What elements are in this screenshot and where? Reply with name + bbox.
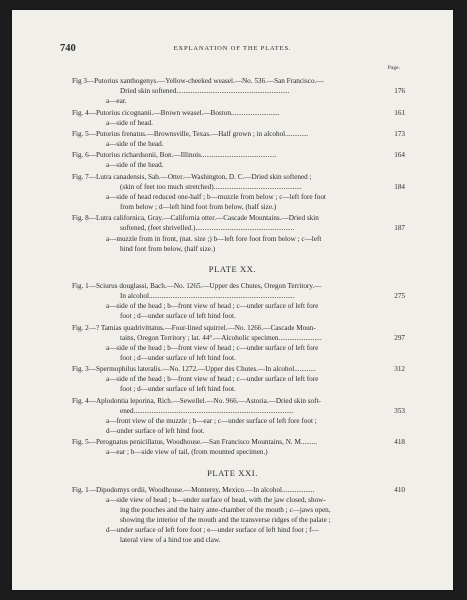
figure-entry-line: a—side of head. (106, 118, 153, 127)
figure-entry-line: foot ; d—under surface of left hind foot. (120, 312, 236, 321)
figure-entry-line: a—front view of the muzzle ; b—ear ; c—under surface of left fore foot ; (106, 416, 317, 425)
page-reference: 161 (394, 108, 405, 117)
figure-entry-line: a—side of head reduced one-half ; b—muzzle from below ; c—left fore foot (106, 192, 326, 201)
plate-heading: PLATE XXI. (207, 467, 258, 478)
figure-entry: Fig. 8—Lutra californica, Gray.—California otter.—Cascade Mountains.—Dried skin (72, 214, 319, 223)
figure-entry-line: a—side of the head. (106, 161, 164, 170)
figure-entry-line: d—under surface of left fore foot ; e—under surface of left hind foot ; f— (106, 526, 319, 534)
figure-entry-line: a—side of the head ; b—front view of head ; c—under surface of left fore (106, 375, 319, 384)
figure-entry: Fig. 4—Putorius cicognanii.—Brown weasel.—Boston........................... (72, 108, 280, 117)
figure-entry-line: (skin of feet too much stretched)................................................. (120, 182, 302, 191)
figure-entry: Fig. 5—Perognatus penicillatus, Woodhouse.—San Francisco Mountains, N. M......... (72, 438, 318, 447)
figure-entry: Fig 3—Putorius xanthogenys.—Yellow-cheeked weasel.—No. 536.—San Francisco.— (72, 77, 324, 85)
figure-entry-line: a—side of the head ; b—front view of head ; c—under surface of left fore (106, 343, 319, 352)
figure-entry-line: showing the interior of the mouth and the transverse ridges of the palate ; (120, 515, 331, 524)
figure-entry: Fig. 4—Aplodontia leporina, Rich.—Sewellel.—No. 966.—Astoria.—Dried skin soft- (72, 396, 321, 405)
figure-entry: Fig. 3—Spermophilus lateralis.—No. 1272.—Upper des Chutes.—In alcohol............ (72, 365, 316, 374)
figure-entry-line: Dried skin softened............................................................... (120, 87, 290, 96)
page-reference: 187 (394, 224, 405, 233)
figure-entry-line: d—under surface of left hind foot. (106, 426, 205, 435)
page-reference: 176 (394, 87, 405, 96)
page-reference: 410 (394, 485, 405, 494)
page-reference: 275 (394, 292, 405, 300)
figure-entry-line: a—side view of head ; b—under surface of head, with the jaw closed, show- (106, 495, 326, 504)
page-number: 740 (60, 43, 76, 54)
figure-entry: Fig. 5—Putorius frenatus.—Brownsville, Texas.—Half grown ; in alcohol............. (72, 129, 309, 138)
figure-entry: Fig. 2—? Tamias quadrivittatus.—Four-lined squirrel.—No. 1266.—Cascade Moun- (72, 323, 316, 332)
page-reference: 312 (394, 365, 405, 374)
page-column-label: Page. (387, 65, 400, 71)
figure-entry-line: a—muzzle from in front, (nat. size ;) b—left fore foot from below ; c—left (106, 234, 322, 243)
page-reference: 164 (394, 151, 405, 160)
figure-entry-line: a—ear ; b—side view of tail, (from mounted specimen.) (106, 448, 268, 457)
figure-entry-line: ing the pouches and the hairy ante-chamber of the mouth ; c—jaws open, (120, 505, 331, 514)
figure-entry-line: a—ear. (106, 97, 127, 106)
page-reference: 173 (394, 129, 405, 138)
figure-entry-line: a—side of the head ; b—front view of head ; c—under surface of left fore (106, 302, 319, 311)
figure-entry: Fig. 7—Lutra canadensis, Sab.—Otter.—Washington, D. C.—Dried skin softened ; (72, 172, 312, 181)
figure-entry: Fig. 1—Dipodomys ordii, Woodhouse.—Monterey, Mexico.—In alcohol.................. (72, 485, 315, 494)
page-reference: 353 (394, 406, 405, 415)
figure-entry-line: tains, Oregon Territory ; lat. 44°.—Alcoholic specimen........................ (120, 333, 322, 342)
figure-entry-line: foot ; d—under surface of left hind foot. (120, 385, 236, 394)
figure-entry-line: hind foot from below, (half size.) (120, 244, 216, 253)
page-reference: 184 (394, 182, 405, 191)
figure-entry-line: a—side of the head. (106, 140, 164, 148)
figure-entry-line: softened, (feet shrivelled.)....................................................... (120, 224, 295, 233)
page-reference: 297 (394, 333, 405, 342)
page-reference: 418 (394, 438, 405, 447)
figure-entry: Fig. 6—Putorius richardsonii, Bon.—Illinois.......................................... (72, 151, 277, 160)
figure-entry-line: from below ; d—left hind foot from below, (half size.) (120, 203, 277, 211)
figure-entry-line: lateral view of a hind toe and claw. (120, 536, 221, 545)
plate-heading: PLATE XX. (208, 263, 257, 274)
figure-entry-line: ened......................................................................................... (120, 406, 294, 415)
figure-entry: Fig. 1—Sciurus douglassi, Bach.—No. 1265.—Upper des Chutes, Oregon Territory.— (72, 281, 322, 290)
figure-entry-line: In alcohol................................................................................. (120, 292, 295, 300)
page-title: EXPLANATION OF THE PLATES. (173, 45, 292, 52)
figure-entry-line: foot ; d—under surface of left hind foot. (120, 353, 236, 362)
document-page (12, 10, 453, 590)
